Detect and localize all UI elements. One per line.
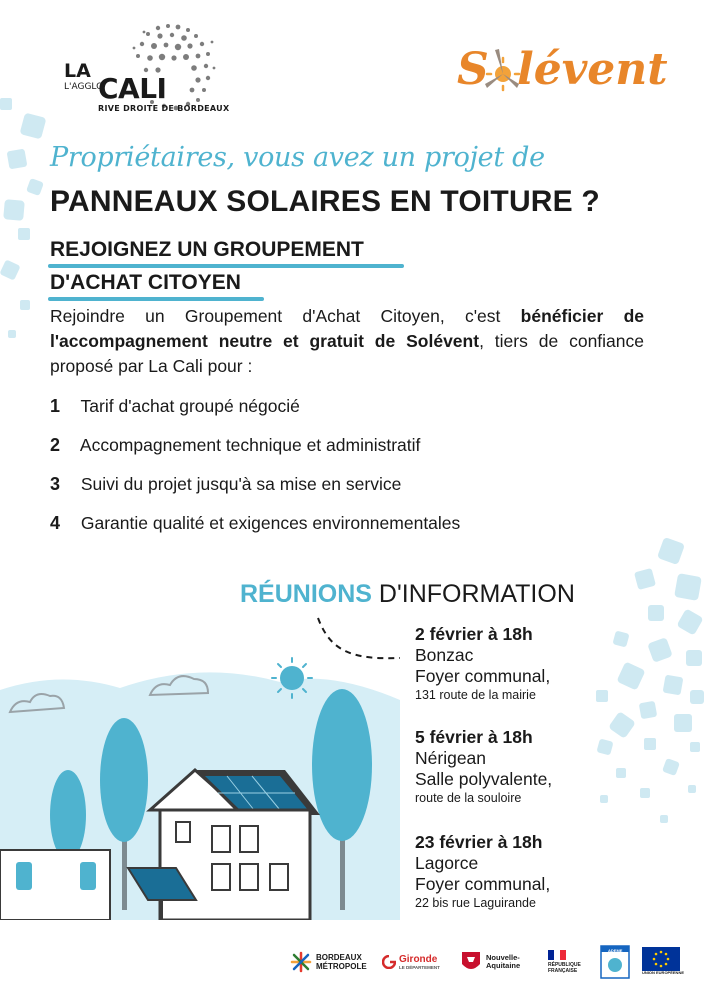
- building-left: [0, 850, 110, 920]
- meeting-date: 5 février à 18h: [415, 727, 533, 747]
- meeting-item: [415, 624, 655, 704]
- logo-agglo: L'AGGLO: [64, 82, 104, 92]
- logo-la: LA: [64, 60, 91, 82]
- nouvelle-aquitaine-logo: [460, 942, 520, 982]
- subheadline-underline-2: [48, 297, 264, 301]
- na-line-2: Aquitaine: [486, 961, 521, 970]
- benefit-number: 2: [50, 435, 61, 455]
- bordeaux-line-2: MÉTROPOLE: [316, 962, 367, 971]
- solevent-logo: [457, 44, 668, 114]
- republique-francaise-logo: [548, 942, 581, 982]
- meeting-address: 22 bis rue Laguirande: [415, 896, 536, 910]
- la-cali-logo: [48, 18, 230, 118]
- meeting-date: 2 février à 18h: [415, 624, 533, 644]
- benefit-number: 1: [50, 396, 61, 416]
- meeting-date: 23 février à 18h: [415, 832, 543, 852]
- gironde-logo: [382, 942, 440, 982]
- rf-line-1: RÉPUBLIQUE: [548, 962, 581, 968]
- meetings-title-rest: D'INFORMATION: [371, 580, 575, 608]
- meeting-item: [415, 832, 655, 912]
- intro-bold: bénéficier de l'accompagnement neutre et gratuit de Solévent: [50, 306, 644, 351]
- meeting-venue: Salle polyvalente,: [415, 769, 553, 789]
- intro-part-2: , tiers de confiance proposé par La Cali pour :: [50, 331, 644, 376]
- subheadline-underline-1: [48, 264, 404, 268]
- na-line-1: Nouvelle-: [486, 953, 520, 962]
- benefit-item: [50, 435, 420, 456]
- partner-logos: [290, 942, 690, 982]
- logo-tagline: RIVE DROITE DE BORDEAUX: [98, 104, 230, 113]
- solevent-prefix: S: [457, 44, 489, 95]
- meeting-place: Bonzac: [415, 645, 474, 665]
- meeting-address: route de la souloire: [415, 791, 522, 805]
- subheadline-line-2-text: D'ACHAT CITOYEN: [50, 271, 241, 294]
- bordeaux-metropole-logo: [290, 942, 367, 982]
- benefit-text: Accompagnement technique et administratif: [79, 435, 421, 455]
- benefit-item: [50, 396, 300, 417]
- meeting-place: Lagorce: [415, 853, 479, 873]
- benefit-number: 4: [50, 513, 61, 533]
- bordeaux-line-1: BORDEAUX: [316, 953, 362, 962]
- gironde-label: Gironde: [399, 954, 438, 965]
- meeting-item: [415, 727, 655, 807]
- benefit-text: Suivi du projet jusqu'à sa mise en service: [80, 474, 402, 494]
- subheadline-line-1-text: REJOIGNEZ UN GROUPEMENT: [50, 238, 364, 261]
- gironde-sub: LE DÉPARTEMENT: [399, 965, 440, 970]
- intro-part-1: Rejoindre un Groupement d'Achat Citoyen, c'est: [50, 306, 521, 326]
- star-burst-icon: [290, 951, 312, 973]
- solevent-suffix: lévent: [517, 44, 668, 95]
- headline-script: Propriétaires, vous avez un projet de: [50, 142, 545, 173]
- dashed-arrow: [318, 618, 400, 658]
- ademe-label: ADEME: [608, 948, 623, 953]
- benefit-item: [50, 513, 460, 534]
- meeting-venue: Foyer communal,: [415, 874, 551, 894]
- wind-turbine-sun-icon: [485, 44, 521, 104]
- eu-label: UNION EUROPÉENNE: [642, 970, 685, 975]
- eu-logo: [642, 942, 685, 982]
- meeting-address: 131 route de la mairie: [415, 688, 536, 702]
- benefit-text: Tarif d'achat groupé négocié: [80, 396, 300, 416]
- solar-house-illustration: [0, 600, 400, 920]
- benefit-number: 3: [50, 474, 61, 494]
- benefit-item: [50, 474, 401, 495]
- subheadline-line-2: [50, 271, 241, 299]
- meetings-title-accent: RÉUNIONS: [240, 580, 372, 608]
- intro-paragraph: [50, 304, 644, 379]
- lion-shield-icon: [460, 950, 482, 974]
- benefit-text: Garantie qualité et exigences environnementales: [80, 513, 461, 533]
- headline-main: PANNEAUX SOLAIRES EN TOITURE ?: [50, 185, 600, 218]
- subheadline-line-1: [50, 238, 364, 266]
- french-flag-icon: [548, 950, 566, 960]
- gironde-mark-icon: [382, 955, 396, 969]
- meeting-venue: Foyer communal,: [415, 666, 551, 686]
- meeting-place: Nérigean: [415, 748, 487, 768]
- logo-cali: CALI: [98, 72, 167, 105]
- rf-line-2: FRANÇAISE: [548, 968, 578, 974]
- ademe-logo: [600, 942, 630, 982]
